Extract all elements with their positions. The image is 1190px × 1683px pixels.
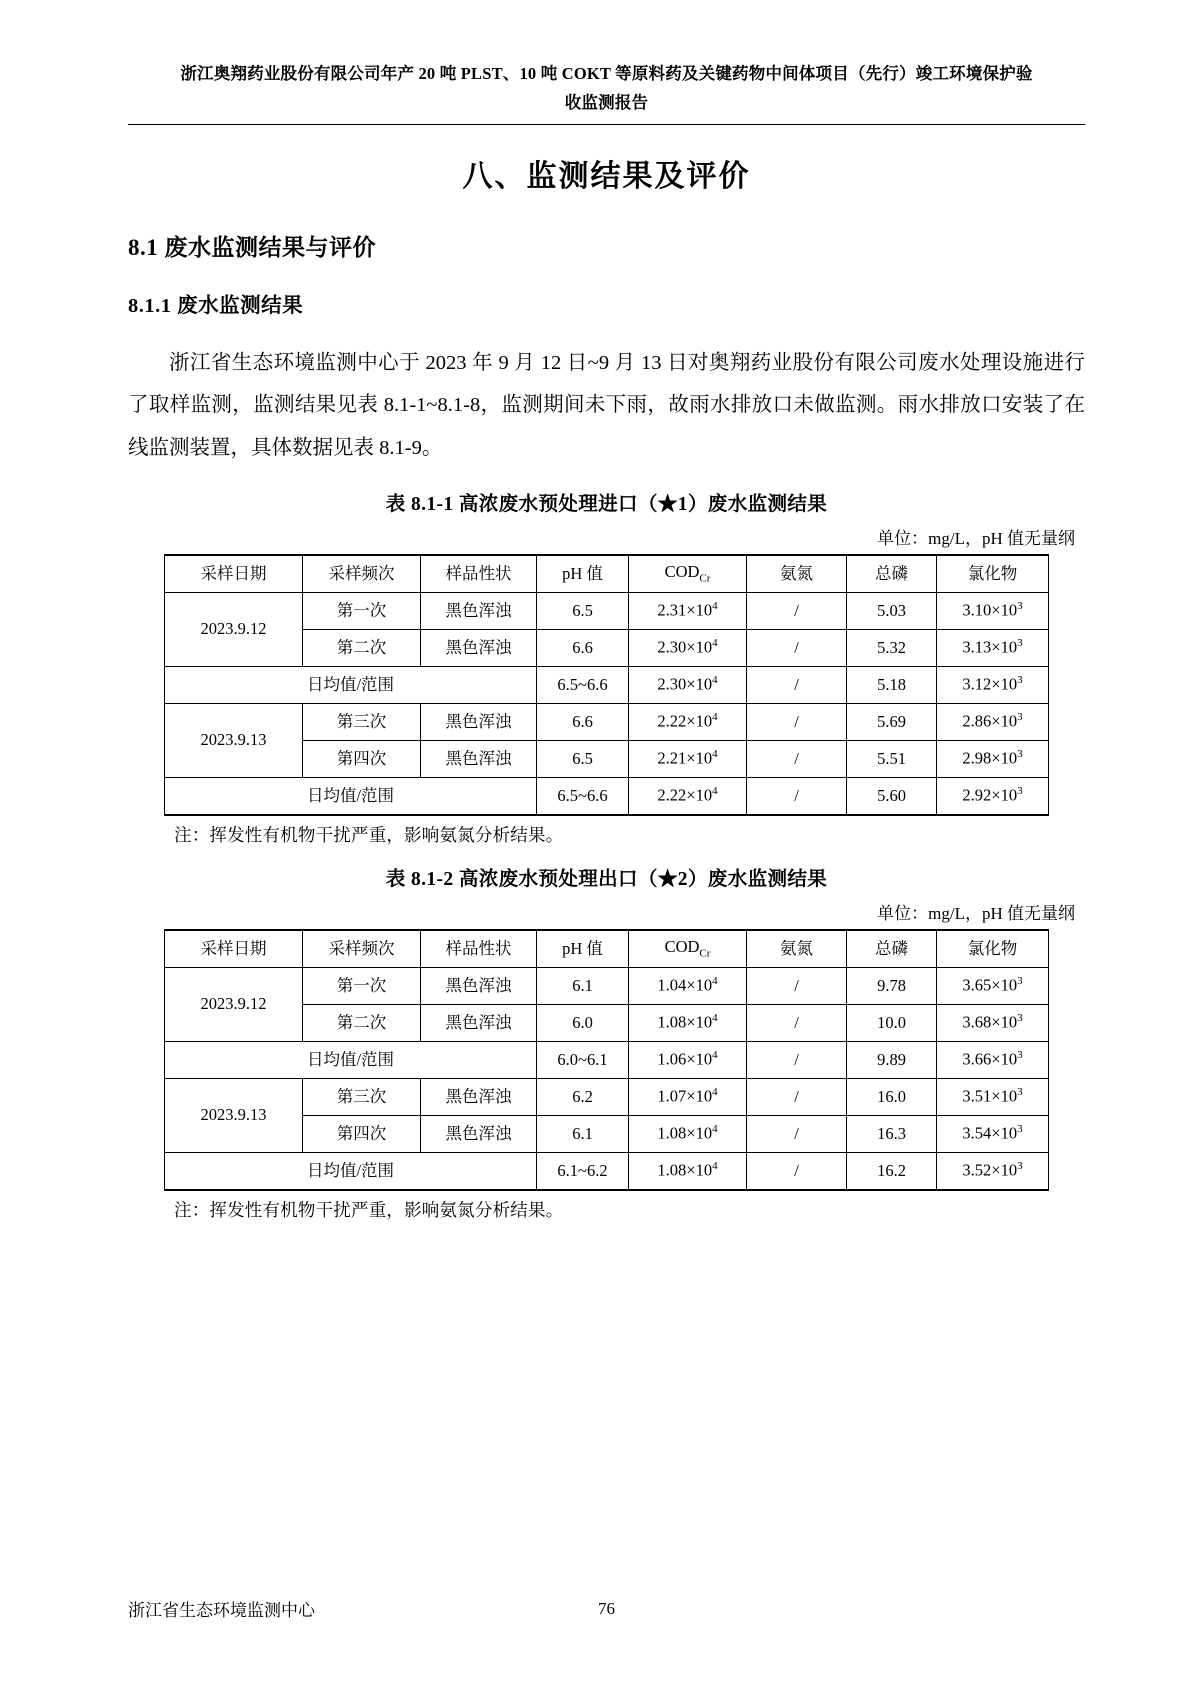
cell-cod: $1.04\times 10^4$ [629, 967, 747, 1004]
cell-cod: $1.08\times 10^4$ [629, 1004, 747, 1041]
cell-ph: 6.6 [537, 703, 629, 740]
table-row [165, 967, 1049, 1004]
cell-ammonia: / [747, 703, 847, 740]
cell-cod: $2.30\times 10^4$ [629, 629, 747, 666]
cell-ph: 6.1~6.2 [537, 1152, 629, 1190]
cell-ph: 6.6 [537, 629, 629, 666]
cell-ph: 6.1 [537, 1115, 629, 1152]
cell-ammonia: / [747, 740, 847, 777]
cell-chloride: $3.13\times 10^3$ [937, 629, 1049, 666]
cell-average-label: 日均值/范围 [165, 1041, 537, 1078]
cell-tp: 16.0 [847, 1078, 937, 1115]
cell-ph: 6.1 [537, 967, 629, 1004]
cell-ph: 6.5 [537, 592, 629, 629]
table-header-row [165, 930, 1049, 968]
cell-date: 2023.9.12 [165, 592, 303, 666]
col-header-frequency: 采样频次 [303, 930, 421, 968]
cell-state: 黑色浑浊 [421, 629, 537, 666]
cell-frequency: 第三次 [303, 703, 421, 740]
cell-chloride: $3.66\times 10^3$ [937, 1041, 1049, 1078]
cell-chloride: $3.51\times 10^3$ [937, 1078, 1049, 1115]
cell-cod: $2.21\times 10^4$ [629, 740, 747, 777]
cell-ammonia: / [747, 1152, 847, 1190]
cell-cod: $2.22\times 10^4$ [629, 777, 747, 815]
col-header-ph: pH 值 [537, 555, 629, 593]
cell-tp: 10.0 [847, 1004, 937, 1041]
cell-frequency: 第二次 [303, 1004, 421, 1041]
section-heading-8-1-1: 8.1.1 废水监测结果 [128, 294, 304, 317]
table-2-caption: 表 8.1-2 高浓废水预处理出口（★2）废水监测结果 [385, 868, 828, 890]
table-row-average [165, 1152, 1049, 1190]
cell-tp: 5.69 [847, 703, 937, 740]
cell-average-label: 日均值/范围 [165, 777, 537, 815]
cell-chloride: $3.65\times 10^3$ [937, 967, 1049, 1004]
cell-date: 2023.9.13 [165, 703, 303, 777]
col-header-frequency: 采样频次 [303, 555, 421, 593]
col-header-state: 样品性状 [421, 930, 537, 968]
col-header-date: 采样日期 [165, 555, 303, 593]
page-footer [128, 1596, 1085, 1621]
cell-date: 2023.9.13 [165, 1078, 303, 1152]
page-number: 76 [598, 1598, 615, 1618]
table-row [165, 1078, 1049, 1115]
col-header-chloride: 氯化物 [937, 555, 1049, 593]
cell-tp: 5.51 [847, 740, 937, 777]
table-header-row [165, 555, 1049, 593]
table-row [165, 703, 1049, 740]
table-1-note: 注：挥发性有机物干扰严重，影响氨氮分析结果。 [174, 824, 564, 845]
cell-ammonia: / [747, 1115, 847, 1152]
cell-ammonia: / [747, 1078, 847, 1115]
cell-ammonia: / [747, 967, 847, 1004]
table-1-unit: 单位：mg/L，pH 值无量纲 [877, 528, 1075, 548]
cell-cod: $1.08\times 10^4$ [629, 1152, 747, 1190]
table-row-average [165, 777, 1049, 815]
cell-chloride: $2.86\times 10^3$ [937, 703, 1049, 740]
cell-state: 黑色浑浊 [421, 740, 537, 777]
cell-cod: $1.08\times 10^4$ [629, 1115, 747, 1152]
cell-tp: 5.18 [847, 666, 937, 703]
cell-frequency: 第三次 [303, 1078, 421, 1115]
header-line-2: 收监测报告 [564, 92, 649, 112]
cell-ph: 6.0~6.1 [537, 1041, 629, 1078]
cell-frequency: 第一次 [303, 592, 421, 629]
cell-frequency: 第四次 [303, 1115, 421, 1152]
table-1-caption: 表 8.1-1 高浓废水预处理进口（★1）废水监测结果 [385, 493, 828, 515]
cell-ammonia: / [747, 629, 847, 666]
cell-state: 黑色浑浊 [421, 703, 537, 740]
cell-tp: 9.89 [847, 1041, 937, 1078]
cell-ph: 6.5 [537, 740, 629, 777]
body-paragraph: 浙江省生态环境监测中心于 2023 年 9 月 12 日~9 月 13 日对奥翔药业股份有限公司废水处理设施进行了取样监测，监测结果见表 8.1-1~8.1-8，监测期间未下雨，故雨水排放口未做监测。雨水排放口安装了在线监测装置，具体数据见表 8.1-9。 [128, 351, 1085, 459]
col-header-date: 采样日期 [165, 930, 303, 968]
header-line-1: 浙江奥翔药业股份有限公司年产 20 吨 PLST、10 吨 COKT 等原料药及关键药物中间体项目（先行）竣工环境保护验 [180, 64, 1033, 83]
col-header-ammonia: 氨氮 [747, 930, 847, 968]
col-header-tp: 总磷 [847, 930, 937, 968]
cell-ammonia: / [747, 777, 847, 815]
cell-tp: 5.32 [847, 629, 937, 666]
cell-cod: $2.31\times 10^4$ [629, 592, 747, 629]
table-2-note: 注：挥发性有机物干扰严重，影响氨氮分析结果。 [174, 1199, 564, 1220]
cell-chloride: $3.12\times 10^3$ [937, 666, 1049, 703]
col-header-tp: 总磷 [847, 555, 937, 593]
table-8-1-1 [164, 554, 1049, 816]
col-header-chloride: 氯化物 [937, 930, 1049, 968]
cell-frequency: 第二次 [303, 629, 421, 666]
cell-tp: 5.03 [847, 592, 937, 629]
section-heading-8-1: 8.1 废水监测结果与评价 [128, 234, 376, 260]
cell-date: 2023.9.12 [165, 967, 303, 1041]
cell-cod: $1.07\times 10^4$ [629, 1078, 747, 1115]
table-2-unit: 单位：mg/L，pH 值无量纲 [877, 903, 1075, 923]
cell-state: 黑色浑浊 [421, 1004, 537, 1041]
col-header-ammonia: 氨氮 [747, 555, 847, 593]
cell-average-label: 日均值/范围 [165, 666, 537, 703]
col-header-ph: pH 值 [537, 930, 629, 968]
cell-state: 黑色浑浊 [421, 1115, 537, 1152]
cell-ammonia: / [747, 666, 847, 703]
cell-chloride: $3.68\times 10^3$ [937, 1004, 1049, 1041]
col-header-cod: $COD_{Cr}$ [629, 930, 747, 968]
cell-cod: $1.06\times 10^4$ [629, 1041, 747, 1078]
cell-ph: 6.5~6.6 [537, 777, 629, 815]
cell-chloride: $3.54\times 10^3$ [937, 1115, 1049, 1152]
table-8-1-2 [164, 929, 1049, 1191]
cell-ammonia: / [747, 1004, 847, 1041]
cell-ph: 6.0 [537, 1004, 629, 1041]
cell-ammonia: / [747, 1041, 847, 1078]
cell-state: 黑色浑浊 [421, 1078, 537, 1115]
cell-chloride: $3.10\times 10^3$ [937, 592, 1049, 629]
cell-tp: 9.78 [847, 967, 937, 1004]
cell-tp: 16.2 [847, 1152, 937, 1190]
cell-ph: 6.2 [537, 1078, 629, 1115]
cell-chloride: $3.52\times 10^3$ [937, 1152, 1049, 1190]
cell-cod: $2.30\times 10^4$ [629, 666, 747, 703]
cell-chloride: $2.98\times 10^3$ [937, 740, 1049, 777]
cell-tp: 16.3 [847, 1115, 937, 1152]
col-header-cod: $COD_{Cr}$ [629, 555, 747, 593]
cell-frequency: 第四次 [303, 740, 421, 777]
table-row [165, 592, 1049, 629]
cell-tp: 5.60 [847, 777, 937, 815]
running-header [128, 60, 1085, 125]
footer-organization: 浙江省生态环境监测中心 [128, 1601, 315, 1620]
cell-cod: $2.22\times 10^4$ [629, 703, 747, 740]
cell-frequency: 第一次 [303, 967, 421, 1004]
cell-chloride: $2.92\times 10^3$ [937, 777, 1049, 815]
cell-state: 黑色浑浊 [421, 592, 537, 629]
table-row-average [165, 666, 1049, 703]
col-header-state: 样品性状 [421, 555, 537, 593]
table-row-average [165, 1041, 1049, 1078]
cell-ph: 6.5~6.6 [537, 666, 629, 703]
cell-state: 黑色浑浊 [421, 967, 537, 1004]
page-title: 八、监测结果及评价 [462, 159, 751, 193]
cell-ammonia: / [747, 592, 847, 629]
cell-average-label: 日均值/范围 [165, 1152, 537, 1190]
